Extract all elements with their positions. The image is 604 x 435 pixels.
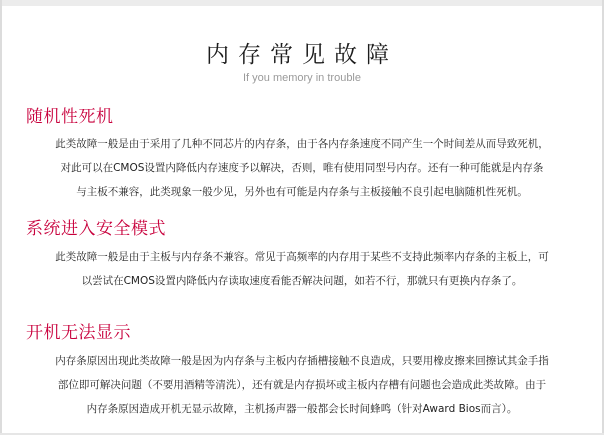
body-line: 部位即可解决问题（不要用酒精等清洗），还有就是内存损坏或主板内存槽有问题也会造成此类故障。由于	[57, 379, 547, 391]
body-line: 此类故障一般是由于主板与内存条不兼容。常见于高频率的内存用于某些不支持此频率内存条的主板上，可	[55, 251, 549, 263]
section-body-random-crash	[16, 132, 588, 204]
body-line: 对此可以在CMOS设置内降低内存速度予以解决，否则，唯有使用同型号内存。还有一种可能就是内存条	[60, 162, 544, 174]
page-subtitle: If you memory in trouble	[243, 72, 361, 84]
section-heading-random-crash: 随机性死机	[26, 107, 114, 127]
body-line: 与主板不兼容，此类现象一般少见，另外也有可能是内存条与主板接触不良引起电脑随机性死机。	[76, 186, 528, 198]
body-line: 此类故障一般是由于采用了几种不同芯片的内存条，由于各内存条速度不同产生一个时间差从而导致死机，	[55, 138, 549, 150]
section-heading-no-display: 开机无法显示	[26, 323, 131, 343]
body-line: 以尝试在CMOS设置内降低内存读取速度看能否解决问题，如若不行，那就只有更换内存条了。	[81, 275, 523, 287]
section-body-no-display	[16, 349, 588, 421]
page-title: 内存常见故障	[206, 42, 398, 68]
top-border	[0, 0, 604, 6]
section-heading-safe-mode: 系统进入安全模式	[26, 219, 166, 239]
section-body-safe-mode	[16, 245, 588, 293]
body-line: 内存条原因造成开机无显示故障，主机扬声器一般都会长时间蜂鸣（针对Award Bios而言）。	[86, 403, 518, 415]
body-line: 内存条原因出现此类故障一般是因为内存条与主板内存插槽接触不良造成，只要用橡皮擦来回擦试其金手指	[55, 355, 549, 367]
